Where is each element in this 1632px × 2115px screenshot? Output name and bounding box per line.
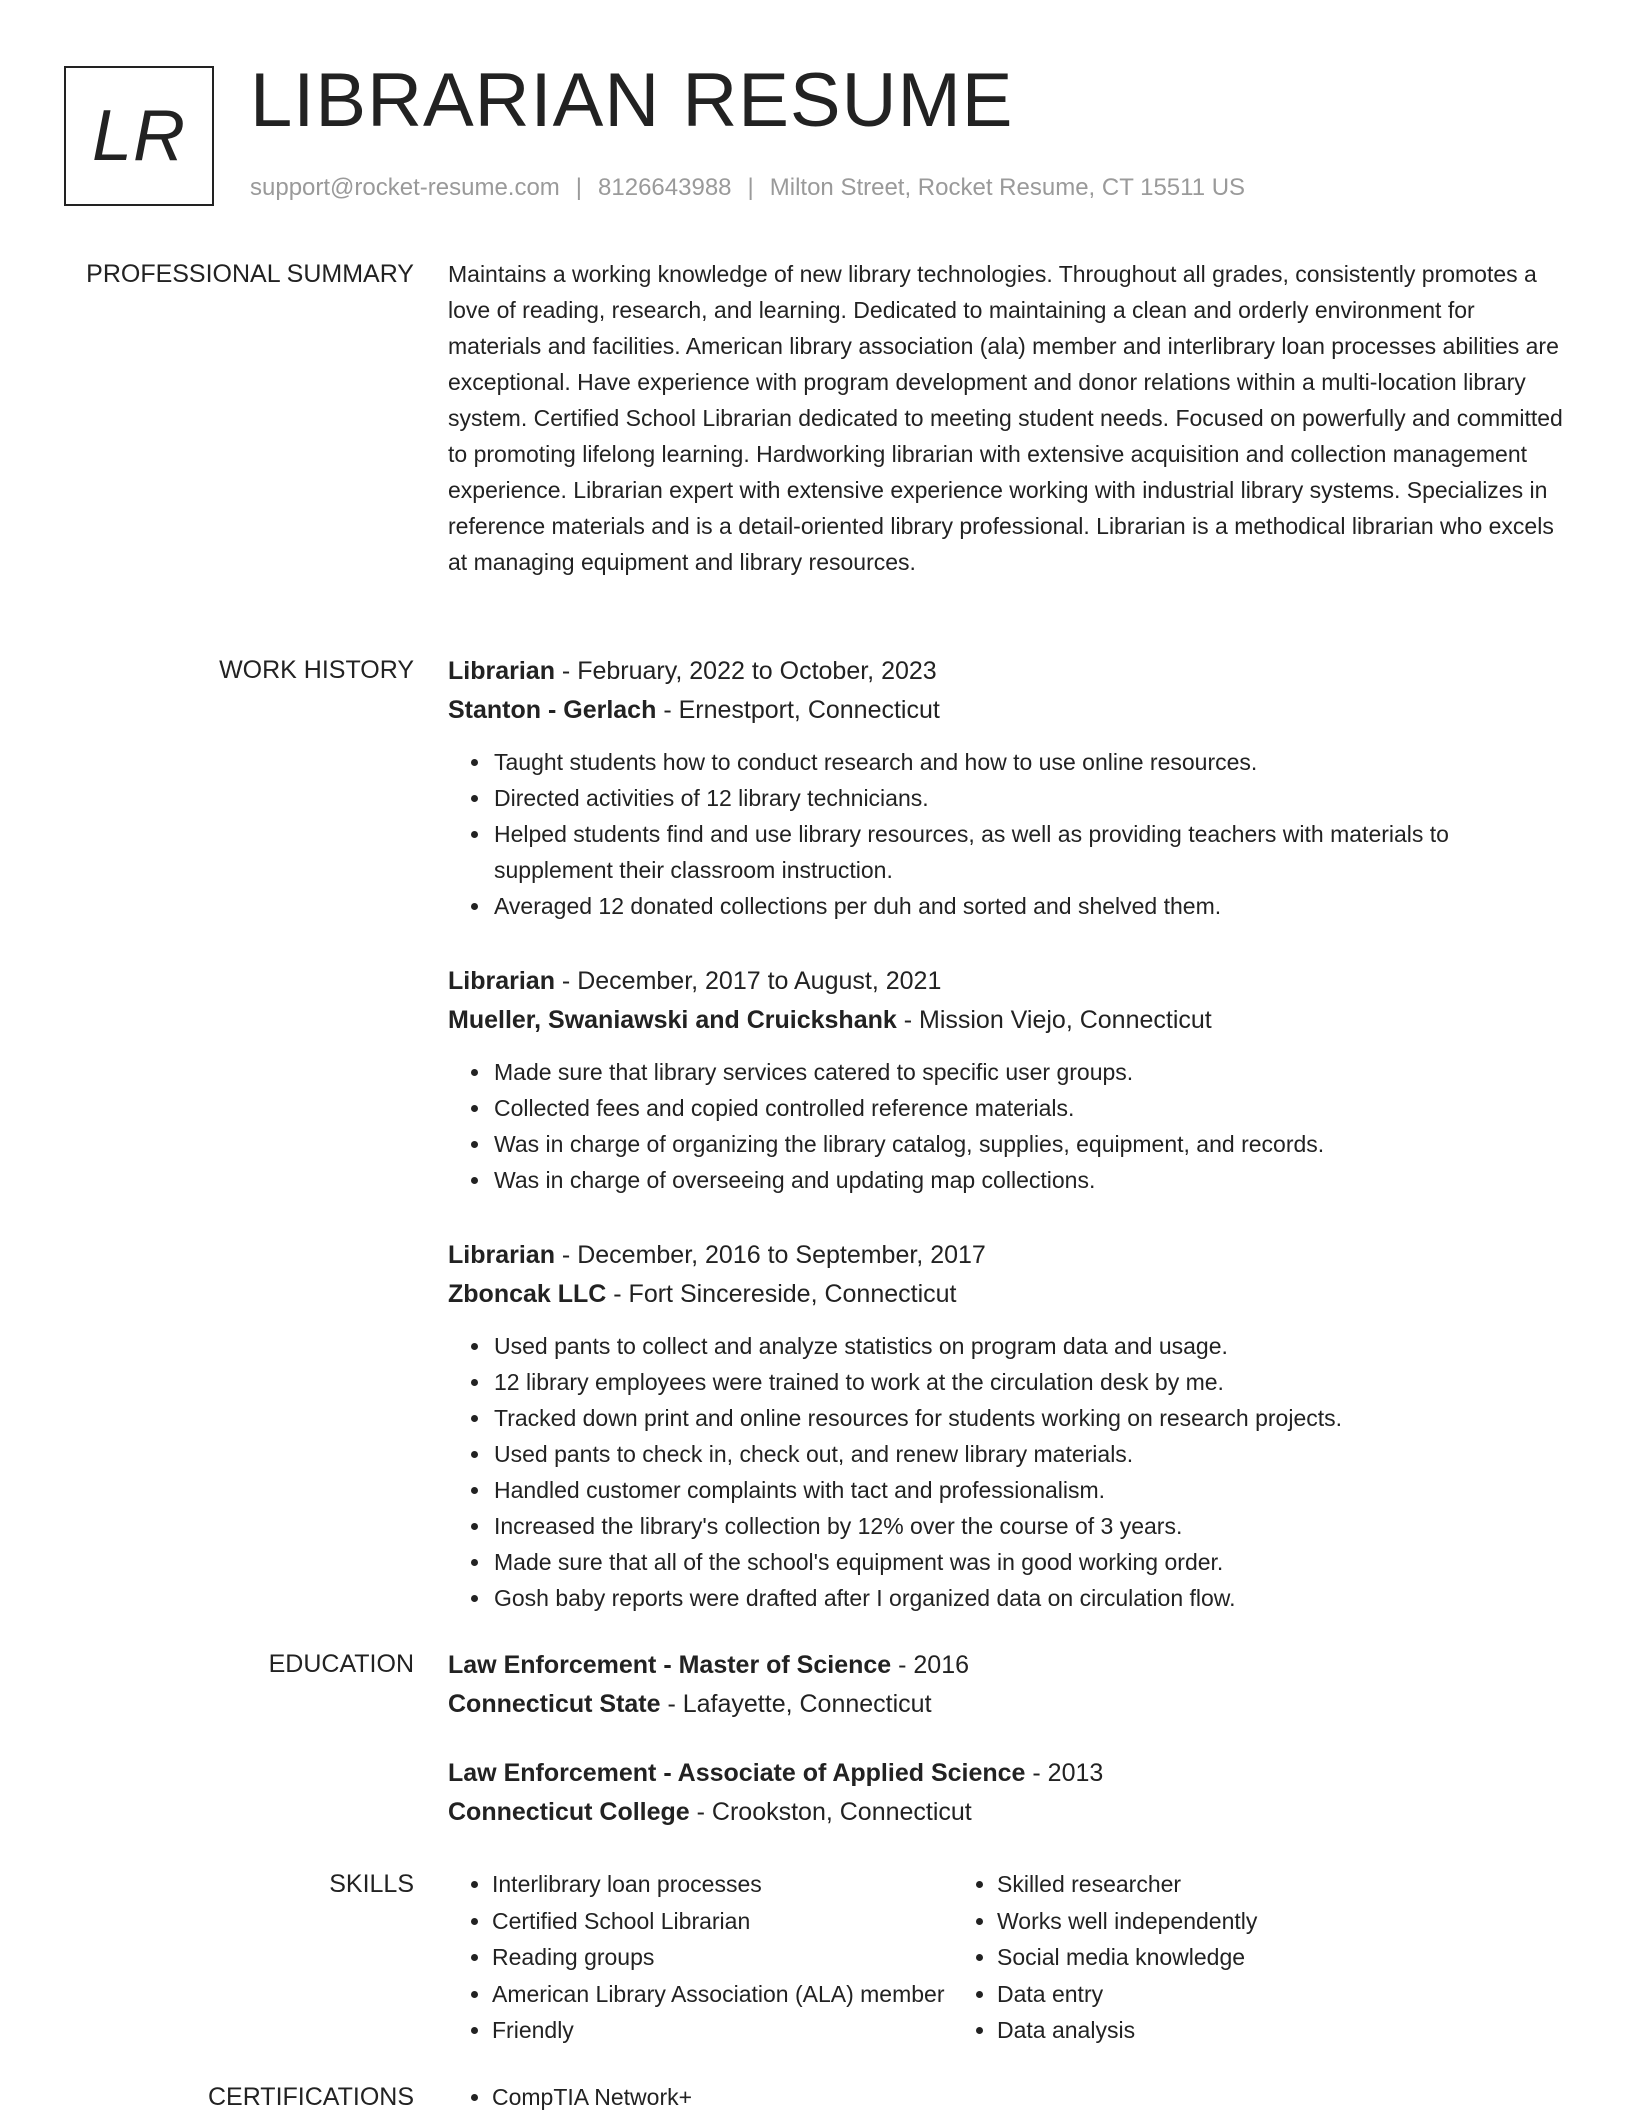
job-company: Zboncak LLC: [448, 1280, 607, 1308]
education-degree-line: [448, 1754, 1568, 1793]
skill-item: • Social media knowledge: [997, 1939, 1257, 1976]
skill-item: • American Library Association (ALA) member: [492, 1976, 953, 2013]
job-title: Librarian: [448, 1241, 555, 1269]
contact-address: Milton Street, Rocket Resume, CT 15511 US: [769, 174, 1246, 201]
job-bullet: • Made sure that library services catered to specific user groups.: [492, 1054, 1568, 1090]
job-company: Mueller, Swaniawski and Cruickshank: [448, 1006, 897, 1034]
job-title-line: [448, 1236, 1568, 1275]
job-location: - Ernestport, Connecticut: [656, 696, 940, 724]
education-school-line: [448, 1793, 1568, 1832]
education-entry: [448, 1646, 1568, 1724]
section-heading-education: EDUCATION: [268, 1650, 414, 1678]
job-title: Librarian: [448, 967, 555, 995]
contact-line: [250, 174, 1245, 202]
job-bullet: • Directed activities of 12 library technicians.: [492, 780, 1568, 816]
job-bullet: • Taught students how to conduct research and how to use online resources.: [492, 744, 1568, 780]
skill-item: • Works well independently: [997, 1903, 1257, 1940]
job-company-line: [448, 1001, 1568, 1040]
job-bullet: • Was in charge of overseeing and updating map collections.: [492, 1162, 1568, 1198]
job-bullet: • Tracked down print and online resources for students working on research projects.: [492, 1400, 1568, 1436]
skill-item: • Reading groups: [492, 1939, 953, 1976]
job-bullet: • Used pants to check in, check out, and renew library materials.: [492, 1436, 1568, 1472]
job-dates: - February, 2022 to October, 2023: [554, 657, 937, 685]
work-history-list: [448, 652, 1568, 1654]
skill-item: • Skilled researcher: [997, 1866, 1257, 1903]
education-location: - Crookston, Connecticut: [689, 1798, 972, 1826]
education-school: Connecticut College: [448, 1798, 690, 1826]
skills-column-1: [448, 1866, 953, 2049]
education-year: - 2013: [1025, 1759, 1104, 1787]
job-bullet: • Averaged 12 donated collections per duh and sorted and shelved them.: [492, 888, 1568, 924]
skill-item: • Data entry: [997, 1976, 1257, 2013]
skills-columns: [448, 1866, 1568, 2049]
job-entry: [448, 962, 1568, 1198]
job-bullet: • Helped students find and use library resources, as well as providing teachers with materials to supplement their classroom instruction.: [492, 816, 1568, 888]
job-title-line: [448, 652, 1568, 691]
job-bullet: • Made sure that all of the school's equipment was in good working order.: [492, 1544, 1568, 1580]
education-degree-line: [448, 1646, 1568, 1685]
contact-separator: |: [747, 174, 754, 201]
job-bullet: • Increased the library's collection by 12% over the course of 3 years.: [492, 1508, 1568, 1544]
skill-item: • Interlibrary loan processes: [492, 1866, 953, 1903]
education-year: - 2016: [891, 1651, 970, 1679]
education-location: - Lafayette, Connecticut: [660, 1690, 932, 1718]
section-heading-skills: SKILLS: [329, 1870, 414, 1898]
job-bullets: [448, 744, 1568, 924]
education-list: [448, 1646, 1568, 1862]
job-entry: [448, 652, 1568, 924]
job-title-line: [448, 962, 1568, 1001]
section-heading-certifications: CERTIFICATIONS: [207, 2083, 414, 2111]
education-degree: Law Enforcement - Associate of Applied Science: [448, 1759, 1026, 1787]
skill-item: • Data analysis: [997, 2012, 1257, 2049]
job-bullets: [448, 1328, 1568, 1616]
job-bullet: • Handled customer complaints with tact and professionalism.: [492, 1472, 1568, 1508]
job-entry: [448, 1236, 1568, 1616]
education-entry: [448, 1754, 1568, 1832]
monogram-initials: LR: [91, 96, 187, 176]
contact-email[interactable]: support@rocket-resume.com: [250, 174, 560, 201]
job-title: Librarian: [448, 657, 555, 685]
certification-item: • CompTIA Network+: [492, 2079, 1568, 2115]
contact-phone[interactable]: 8126643988: [598, 174, 732, 201]
job-bullet: • Used pants to collect and analyze statistics on program data and usage.: [492, 1328, 1568, 1364]
section-heading-summary: PROFESSIONAL SUMMARY: [86, 260, 414, 288]
certifications-list: [448, 2079, 1568, 2115]
education-degree: Law Enforcement - Master of Science: [448, 1651, 892, 1679]
job-dates: - December, 2016 to September, 2017: [554, 1241, 986, 1269]
job-dates: - December, 2017 to August, 2021: [554, 967, 942, 995]
job-bullet: • 12 library employees were trained to work at the circulation desk by me.: [492, 1364, 1568, 1400]
job-company-line: [448, 691, 1568, 730]
monogram-badge: [64, 66, 214, 206]
education-school: Connecticut State: [448, 1690, 661, 1718]
contact-separator: |: [575, 174, 583, 201]
job-bullets: [448, 1054, 1568, 1198]
job-company: Stanton - Gerlach: [448, 696, 657, 724]
job-location: - Mission Viejo, Connecticut: [896, 1006, 1212, 1034]
summary-text: Maintains a working knowledge of new library technologies. Throughout all grades, consistently promotes a love of reading, research, and learning. Dedicated to maintaining a clean and orderly environment for materials and facilities. American library association (ala) member and interlibrary loan processes abilities are exceptional. Have experience with program development and donor relations within a multi-location library system. Certified School Librarian dedicated to meeting student needs. Focused on powerfully and committed to promoting lifelong learning. Hardworking librarian with extensive acquisition and collection management experience. Librarian expert with extensive experience working with industrial library systems. Specializes in reference materials and is a detail-oriented library professional. Librarian is a methodical librarian who excels at managing equipment and library resources.: [448, 261, 1563, 575]
job-company-line: [448, 1275, 1568, 1314]
job-bullet: • Gosh baby reports were drafted after I organized data on circulation flow.: [492, 1580, 1568, 1616]
skills-column-2: [953, 1866, 1257, 2049]
job-bullet: • Collected fees and copied controlled reference materials.: [492, 1090, 1568, 1126]
job-bullet: • Was in charge of organizing the library catalog, supplies, equipment, and records.: [492, 1126, 1568, 1162]
job-location: - Fort Sincereside, Connecticut: [606, 1280, 957, 1308]
resume-title: LIBRARIAN RESUME: [250, 58, 1014, 143]
skill-item: • Certified School Librarian: [492, 1903, 953, 1940]
section-heading-work-history: WORK HISTORY: [219, 656, 414, 684]
skill-item: • Friendly: [492, 2012, 953, 2049]
education-school-line: [448, 1685, 1568, 1724]
